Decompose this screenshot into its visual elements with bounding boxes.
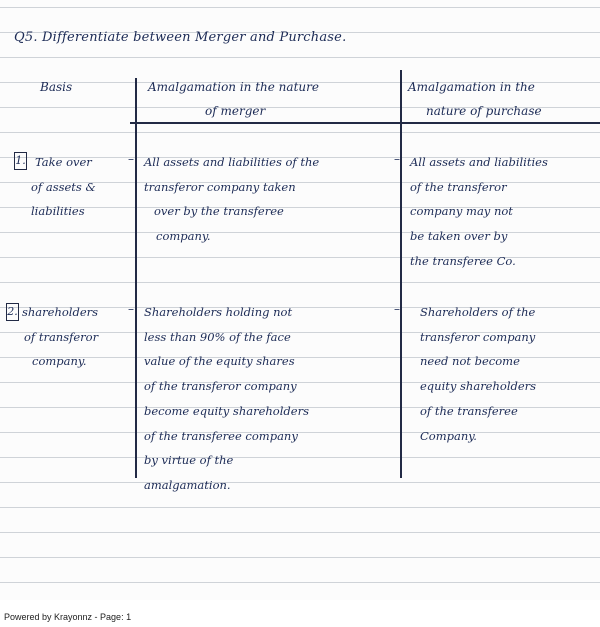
row-2-dash-right: – (394, 302, 400, 316)
column-divider-2 (400, 70, 402, 478)
header-merger-line2: of merger (205, 104, 266, 118)
page-footer: Powered by Krayonnz - Page: 1 (4, 612, 132, 622)
question-title: Q5. Differentiate between Merger and Purchase. (14, 30, 347, 45)
header-underline (130, 122, 600, 124)
row-1-purchase: All assets and liabilities of the transferor company may not be taken over by the transferee Co. (410, 155, 548, 268)
row-2-purchase: Shareholders of the transferor company need not become equity shareholders of the transferee Company. (420, 305, 537, 443)
row-2-dash-left: – (128, 302, 134, 316)
row-1-merger: All assets and liabilities of the transferor company taken over by the transferee company. (144, 155, 320, 244)
row-1-basis: Take over of assets & liabilities (31, 155, 96, 219)
header-purchase-line1: Amalgamation in the (408, 80, 535, 94)
row-1-dash-right: – (394, 152, 400, 166)
header-merger-line1: Amalgamation in the nature (148, 80, 319, 94)
header-basis: Basis (40, 80, 73, 94)
column-divider-1 (135, 78, 137, 478)
row-2-merger: Shareholders holding not less than 90% of the face value of the equity shares of the transferor company become equity shareholders of the transferee company by virtue of the amalgamation. (144, 305, 309, 492)
row-1-dash-left: – (128, 152, 134, 166)
row-2-basis: shareholders of transferor company. (22, 305, 99, 369)
row-1-number: 1. (14, 152, 27, 170)
header-purchase-line2: nature of purchase (426, 104, 542, 118)
row-2-number: 2. (6, 303, 19, 321)
